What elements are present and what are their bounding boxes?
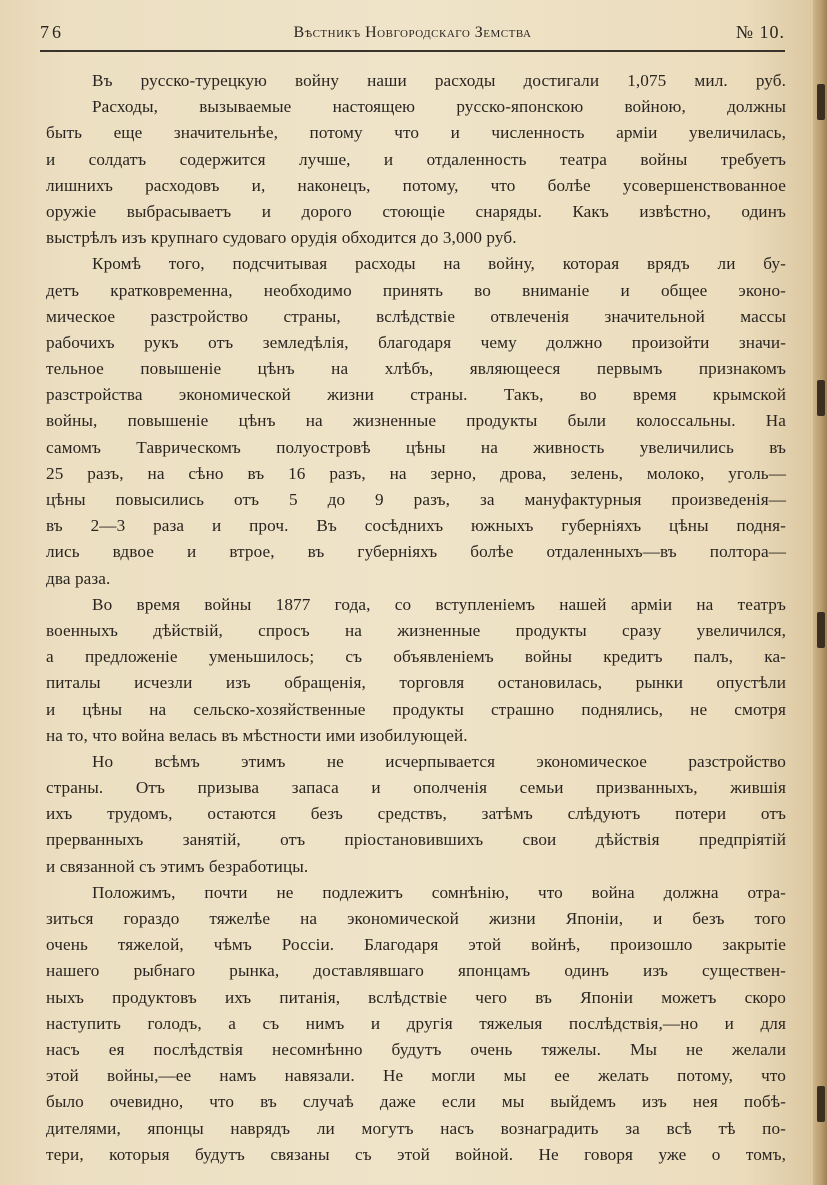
text-line: насъ ея послѣдствія несомнѣнно будутъ очень тяжелы. Мы не желали xyxy=(46,1039,786,1059)
text-line: зиться гораздо тяжелѣе на экономической жизни Японіи, и безъ того xyxy=(46,909,786,928)
text-line: наступить голодъ, а съ нимъ и другія тяжелыя послѣдствія,—но и для xyxy=(46,1013,786,1033)
text-line: дителями, японцы наврядъ ли могутъ насъ вознаградить за всѣ тѣ по- xyxy=(46,1118,786,1138)
text-line: питалы исчезли изъ обращенія, торговля остановилась, рынки опустѣли xyxy=(46,673,786,693)
text-line: Положимъ, почти не подлежитъ сомнѣнію, что война должна отра- xyxy=(92,882,786,902)
text-line: очень тяжелой, чѣмъ Россіи. Благодаря этой войнѣ, произошло закрытіе xyxy=(46,935,786,955)
text-line: и солдатъ содержится лучше, и отдаленность театра войны требуетъ xyxy=(46,149,786,169)
text-line: на то, что война велась въ мѣстности ими изобилующей. xyxy=(46,725,468,745)
text-line: а предложеніе уменьшилось; съ объявленіемъ войны кредитъ палъ, ка- xyxy=(46,647,786,667)
text-line: прерванныхъ занятій, отъ пріостановившихъ свои дѣйствія предпріятій xyxy=(46,830,786,850)
text-line: нашего рыбнаго рынка, доставлявшаго японцамъ одинъ изъ существен- xyxy=(46,961,786,981)
text-line: въ 2—3 раза и проч. Въ сосѣднихъ южныхъ губерніяхъ цѣны подня- xyxy=(46,516,786,536)
page-number: 76 xyxy=(40,22,64,42)
text-line: цѣны повысились отъ 5 до 9 разъ, за мануфактурныя произведенія— xyxy=(46,490,786,509)
binding-mark xyxy=(817,84,825,120)
text-line: 25 разъ, на сѣно въ 16 разъ, на зерно, дрова, зелень, молоко, уголь— xyxy=(46,463,786,483)
journal-title: Вѣстникъ Новгородскаго Земства xyxy=(293,24,532,41)
text-line: военныхъ дѣйствій, спросъ на жизненные продукты сразу увеличился, xyxy=(46,620,786,640)
text-line: тельное повышеніе цѣнъ на хлѣбъ, являющееся первымъ признакомъ xyxy=(46,359,786,379)
text-line: страны. Отъ призыва запаса и ополченія семьи призванныхъ, жившія xyxy=(46,778,786,798)
text-line: войны, повышеніе цѣнъ на жизненные продукты были колоссальны. На xyxy=(46,411,786,431)
page-edge xyxy=(813,0,827,1185)
text-line: два раза. xyxy=(46,568,111,588)
text-line: разстройства экономической жизни страны. Такъ, во время крымской xyxy=(46,385,786,405)
binding-mark xyxy=(817,1086,825,1122)
text-line: было очевидно, что въ случаѣ даже если мы выйдемъ изъ нея побѣ- xyxy=(46,1092,786,1112)
page-header xyxy=(40,20,785,52)
text-line: Но всѣмъ этимъ не исчерпывается экономическое разстройство xyxy=(92,751,786,771)
text-line: и связанной съ этимъ безработицы. xyxy=(46,856,309,876)
text-line: детъ кратковременна, необходимо принять во вниманіе и общее эконо- xyxy=(46,280,786,300)
text-line: лишнихъ расходовъ и, наконецъ, потому, что болѣе усовершенствованное xyxy=(46,175,786,195)
text-line: и цѣны на сельско-хозяйственные продукты страшно поднялись, не смотря xyxy=(46,699,786,719)
text-line: выстрѣлъ изъ крупнаго судоваго орудія обходится до 3,000 руб. xyxy=(46,228,517,248)
text-line: самомъ Таврическомъ полуостровѣ цѣны на живность увеличились въ xyxy=(46,437,786,457)
text-line: мическое разстройство страны, вслѣдствіе отвлеченія значительной массы xyxy=(46,306,786,326)
text-line: Во время войны 1877 года, со вступленіемъ нашей арміи на театръ xyxy=(92,594,786,614)
text-line: тери, которыя будутъ связаны съ этой войной. Не говоря уже о томъ, xyxy=(46,1144,786,1164)
text-line: ихъ трудомъ, остаются безъ средствъ, затѣмъ слѣдуютъ потери отъ xyxy=(46,804,786,824)
text-line: ныхъ продуктовъ ихъ питанія, вслѣдствіе чего въ Японіи можетъ скоро xyxy=(46,987,786,1007)
text-line: лись вдвое и втрое, въ губерніяхъ болѣе отдаленныхъ—въ полтора— xyxy=(46,542,786,562)
issue-number: № 10. xyxy=(735,22,785,42)
text-line: быть еще значительнѣе, потому что и численность арміи увеличилась, xyxy=(46,123,786,143)
text-line: Кромѣ того, подсчитывая расходы на войну, которая врядъ ли бу- xyxy=(92,254,786,274)
article-body xyxy=(46,68,786,1168)
text-line: рабочихъ рукъ отъ земледѣлія, благодаря чему должно произойти значи- xyxy=(46,332,786,352)
text-line: Расходы, вызываемые настоящею русско-японскою войною, должны xyxy=(92,97,786,117)
text-line: Въ русско-турецкую войну наши расходы достигали 1,075 мил. руб. xyxy=(92,71,786,90)
binding-mark xyxy=(817,612,825,648)
binding-mark xyxy=(817,380,825,416)
text-line: этой войны,—ее намъ навязали. Не могли мы ее желать потому, что xyxy=(46,1066,786,1086)
text-line: оружіе выбрасываетъ и дорого стоющіе снаряды. Какъ извѣстно, одинъ xyxy=(46,201,786,221)
